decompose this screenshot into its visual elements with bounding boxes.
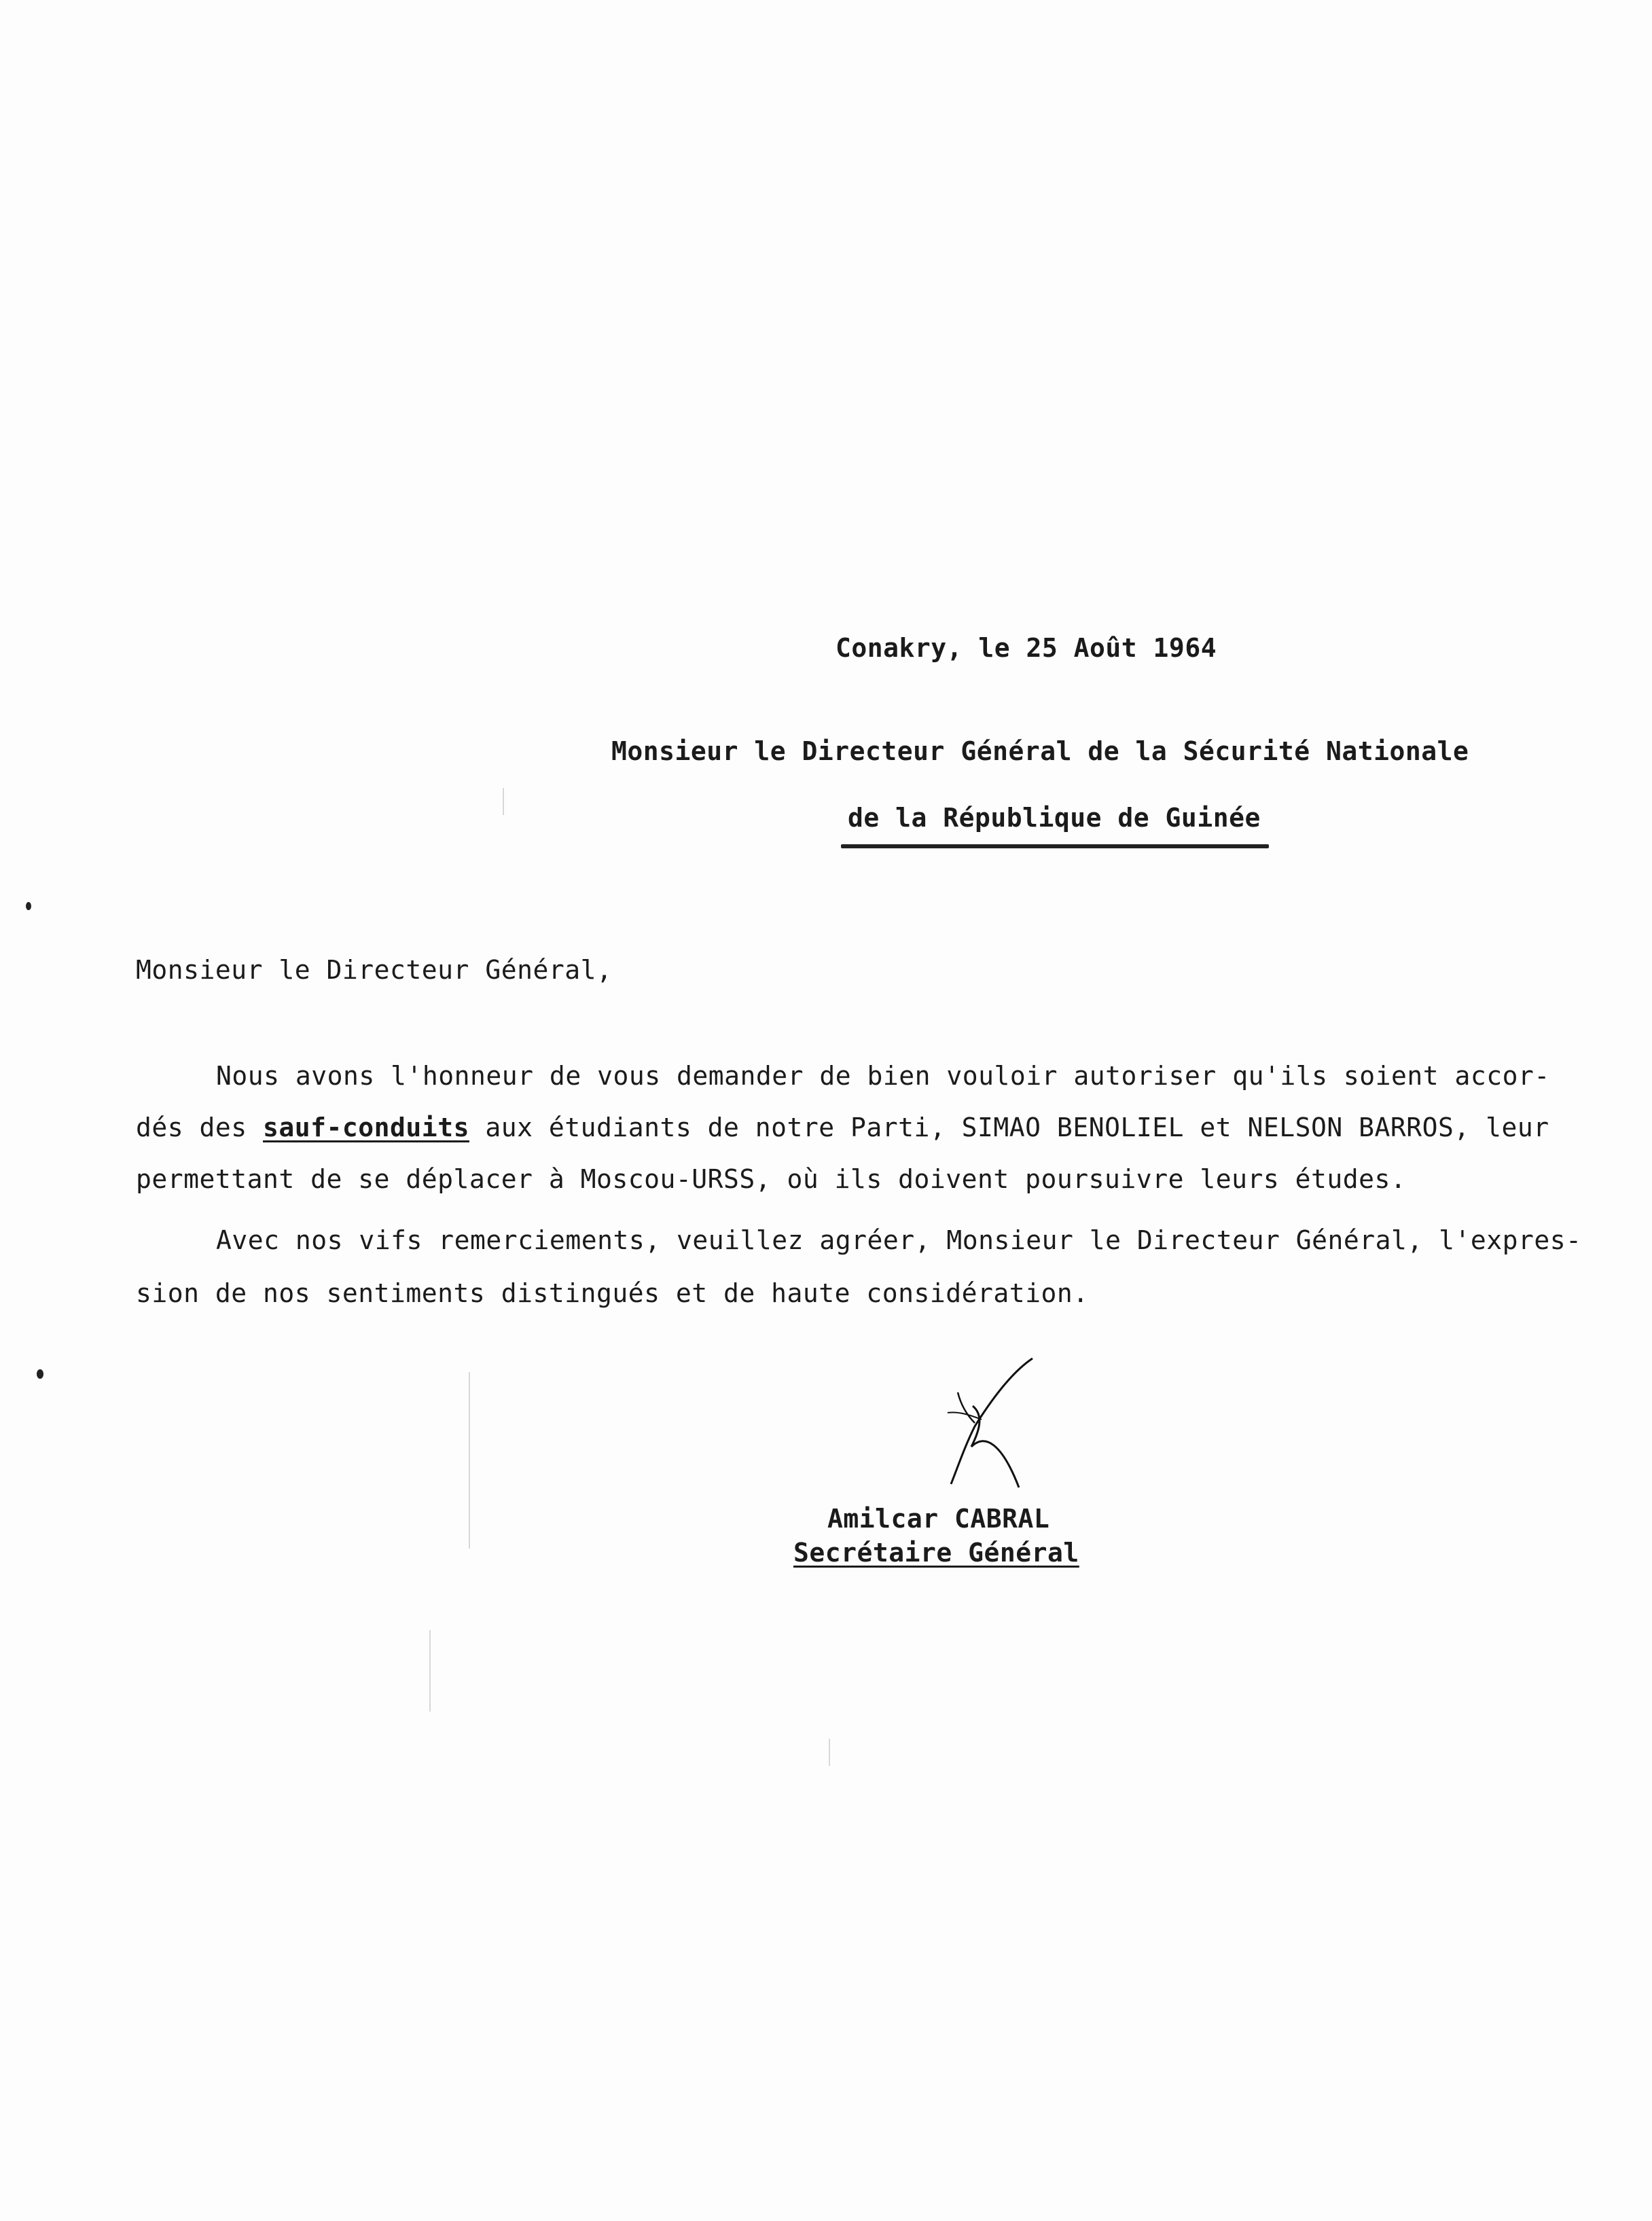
paragraph1-line2 <box>136 1111 1549 1144</box>
recipient-address-line2: de la République de Guinée <box>848 803 1261 833</box>
recipient-address-line1: Monsieur le Directeur Général de la Sécurité Nationale <box>611 736 1469 766</box>
scan-fold-mark <box>503 788 504 815</box>
paragraph1-line2-before: dés des <box>136 1113 264 1142</box>
address-underline <box>841 844 1269 848</box>
handwritten-signature <box>910 1352 1073 1508</box>
scan-fold-mark <box>829 1739 830 1766</box>
signatory-title: Secrétaire Général <box>793 1538 1079 1568</box>
safe-conduct-underlined: sauf-conduits <box>263 1113 469 1142</box>
paragraph2-line1: Avec nos vifs remerciements, veuillez agréer, Monsieur le Directeur Général, l'expres- <box>216 1225 1582 1255</box>
paragraph1-line2-after: aux étudiants de notre Parti, SIMAO BENOLIEL et NELSON BARROS, leur <box>469 1113 1549 1142</box>
date-line: Conakry, le 25 Août 1964 <box>836 633 1217 663</box>
scan-fold-mark <box>429 1630 431 1712</box>
scan-speck <box>37 1369 43 1379</box>
paragraph1-line1: Nous avons l'honneur de vous demander de bien vouloir autoriser qu'ils soient accor- <box>216 1061 1550 1091</box>
paragraph2-line2: sion de nos sentiments distingués et de haute considération. <box>136 1278 1089 1308</box>
signatory-name: Amilcar CABRAL <box>827 1504 1050 1534</box>
scan-fold-mark <box>469 1372 470 1549</box>
paragraph1-line3: permettant de se déplacer à Moscou-URSS, où ils doivent poursuivre leurs études. <box>136 1164 1407 1194</box>
scan-speck <box>26 902 31 910</box>
salutation: Monsieur le Directeur Général, <box>136 955 613 985</box>
